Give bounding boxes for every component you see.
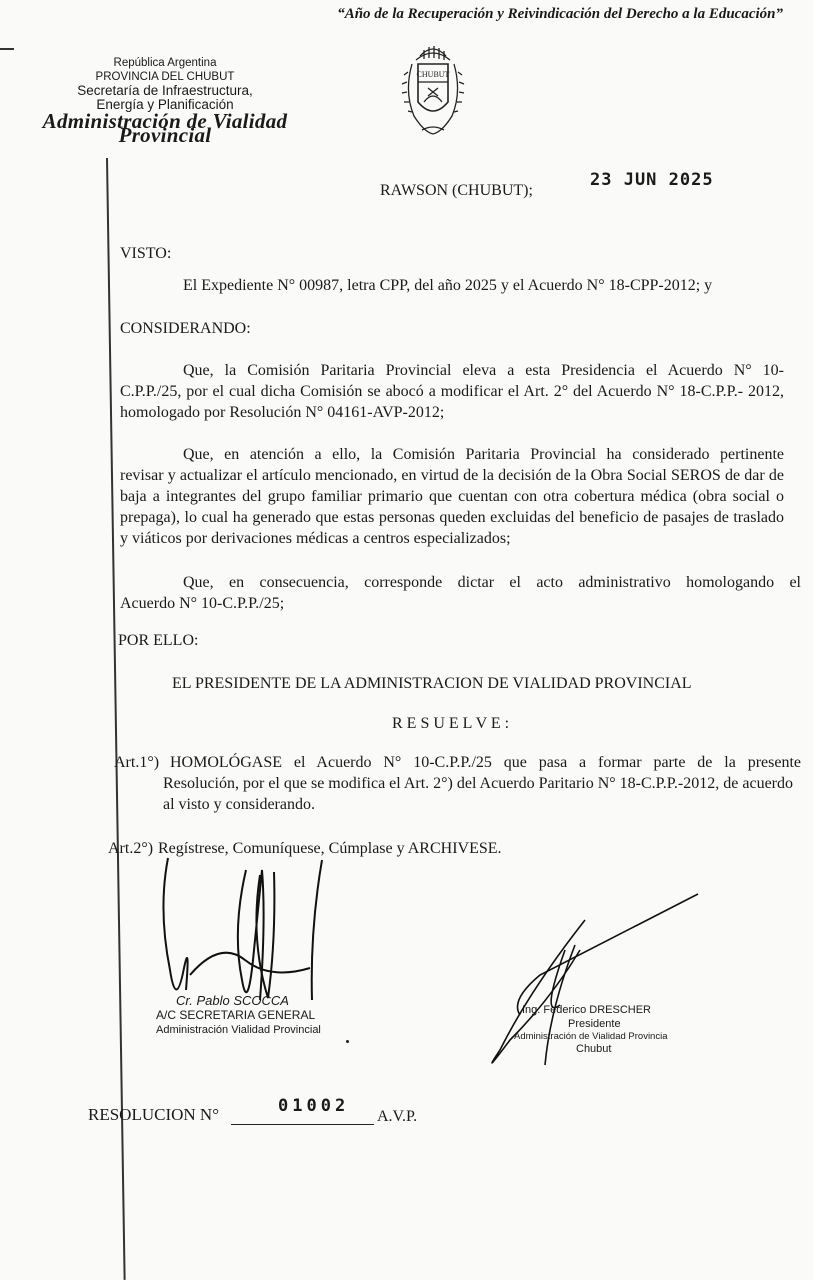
signer-left-name: Cr. Pablo SCOCCA [176, 993, 289, 1008]
considerando-heading: CONSIDERANDO: [120, 320, 251, 337]
considerando-p2-line1: Que, en atención a ello, la Comisión Paritaria Provincial ha considerado pertinente [183, 446, 784, 463]
considerando-p1-rest: C.P.P./25, por el cual dicha Comisión se abocó a modificar el Art. 2° del Acuerdo N° 18-C.P.P.- 2012, homologado por Resolución N° 04161-AVP-2012; [120, 383, 784, 421]
coat-of-arms-icon [398, 42, 468, 138]
visto-text: El Expediente N° 00987, letra CPP, del año 2025 y el Acuerdo N° 18-CPP-2012; y [183, 277, 713, 294]
header-country: República Argentina [113, 57, 217, 69]
visto-heading: VISTO: [120, 245, 172, 262]
resolution-number-line [231, 1124, 374, 1125]
signer-right-role: Presidente [568, 1018, 621, 1030]
por-ello: POR ELLO: [118, 632, 199, 649]
year-motto: “Año de la Recuperación y Reivindicación del Derecho a la Educación” [337, 6, 783, 22]
svg-text:CHUBUT: CHUBUT [416, 70, 450, 79]
art1-rest: Resolución, por el que se modifica el Art. 2°) del Acuerdo Paritario N° 18-C.P.P.-2012, de acuerdo al visto y considerando. [163, 775, 793, 813]
art2-text: Regístrese, Comuníquese, Cúmplase y ARCHIVESE. [158, 840, 502, 857]
considerando-p3-line1: Que, en consecuencia, corresponde dictar el acto administrativo homologando el [183, 574, 801, 591]
art2-label: Art.2°) [108, 840, 154, 857]
signer-right-name: Ing. Federico DRESCHER [522, 1004, 651, 1016]
resolution-number: 01002 [278, 1096, 350, 1116]
resolution-prefix: RESOLUCION N° [88, 1105, 219, 1124]
art1-label: Art.1°) [114, 754, 160, 771]
header-agency: Administración de Vialidad Provincial [42, 109, 288, 147]
president-line: EL PRESIDENTE DE LA ADMINISTRACION DE VIALIDAD PROVINCIAL [172, 675, 692, 692]
signer-right-place: Chubut [576, 1043, 612, 1055]
considerando-p3-rest: Acuerdo N° 10-C.P.P./25; [120, 595, 285, 612]
date-stamp: 23 JUN 2025 [590, 170, 714, 190]
header-province: PROVINCIA DEL CHUBUT [95, 71, 235, 83]
signer-left-org: Administración Vialidad Provincial [156, 1024, 321, 1036]
signer-left-role: A/C SECRETARIA GENERAL [156, 1008, 316, 1022]
resolution-suffix: A.V.P. [377, 1108, 418, 1125]
signer-right-org: Administración de Vialidad Provincia [514, 1031, 668, 1042]
considerando-p2-rest: revisar y actualizar el artículo mencionado, en virtud de la decisión de la Obra Social SEROS de dar de baja a integrantes del grupo familiar primario que cuentan con otra cobertura médica (obra social o prepaga), lo cual ha generado que estas personas queden excluidas del beneficio de pasajes de traslado y viáticos por derivaciones médicas a centros especializados; [120, 467, 784, 547]
place: RAWSON (CHUBUT); [380, 182, 533, 199]
header-secretariat: Secretaría de Infraestructura, [77, 83, 253, 98]
considerando-p1-line1: Que, la Comisión Paritaria Provincial eleva a esta Presidencia el Acuerdo N° 10- [183, 362, 784, 379]
signature-right [470, 890, 710, 1085]
header-secretariat-2: Energía y Planificación [96, 97, 234, 112]
institution-header [0, 56, 330, 147]
art1-line1: HOMOLÓGASE el Acuerdo N° 10-C.P.P./25 que pasa a formar parte de la presente [170, 754, 801, 771]
ink-dot [346, 1040, 349, 1043]
resuelve-heading: R E S U E L V E : [392, 715, 510, 732]
margin-mark [0, 48, 14, 50]
